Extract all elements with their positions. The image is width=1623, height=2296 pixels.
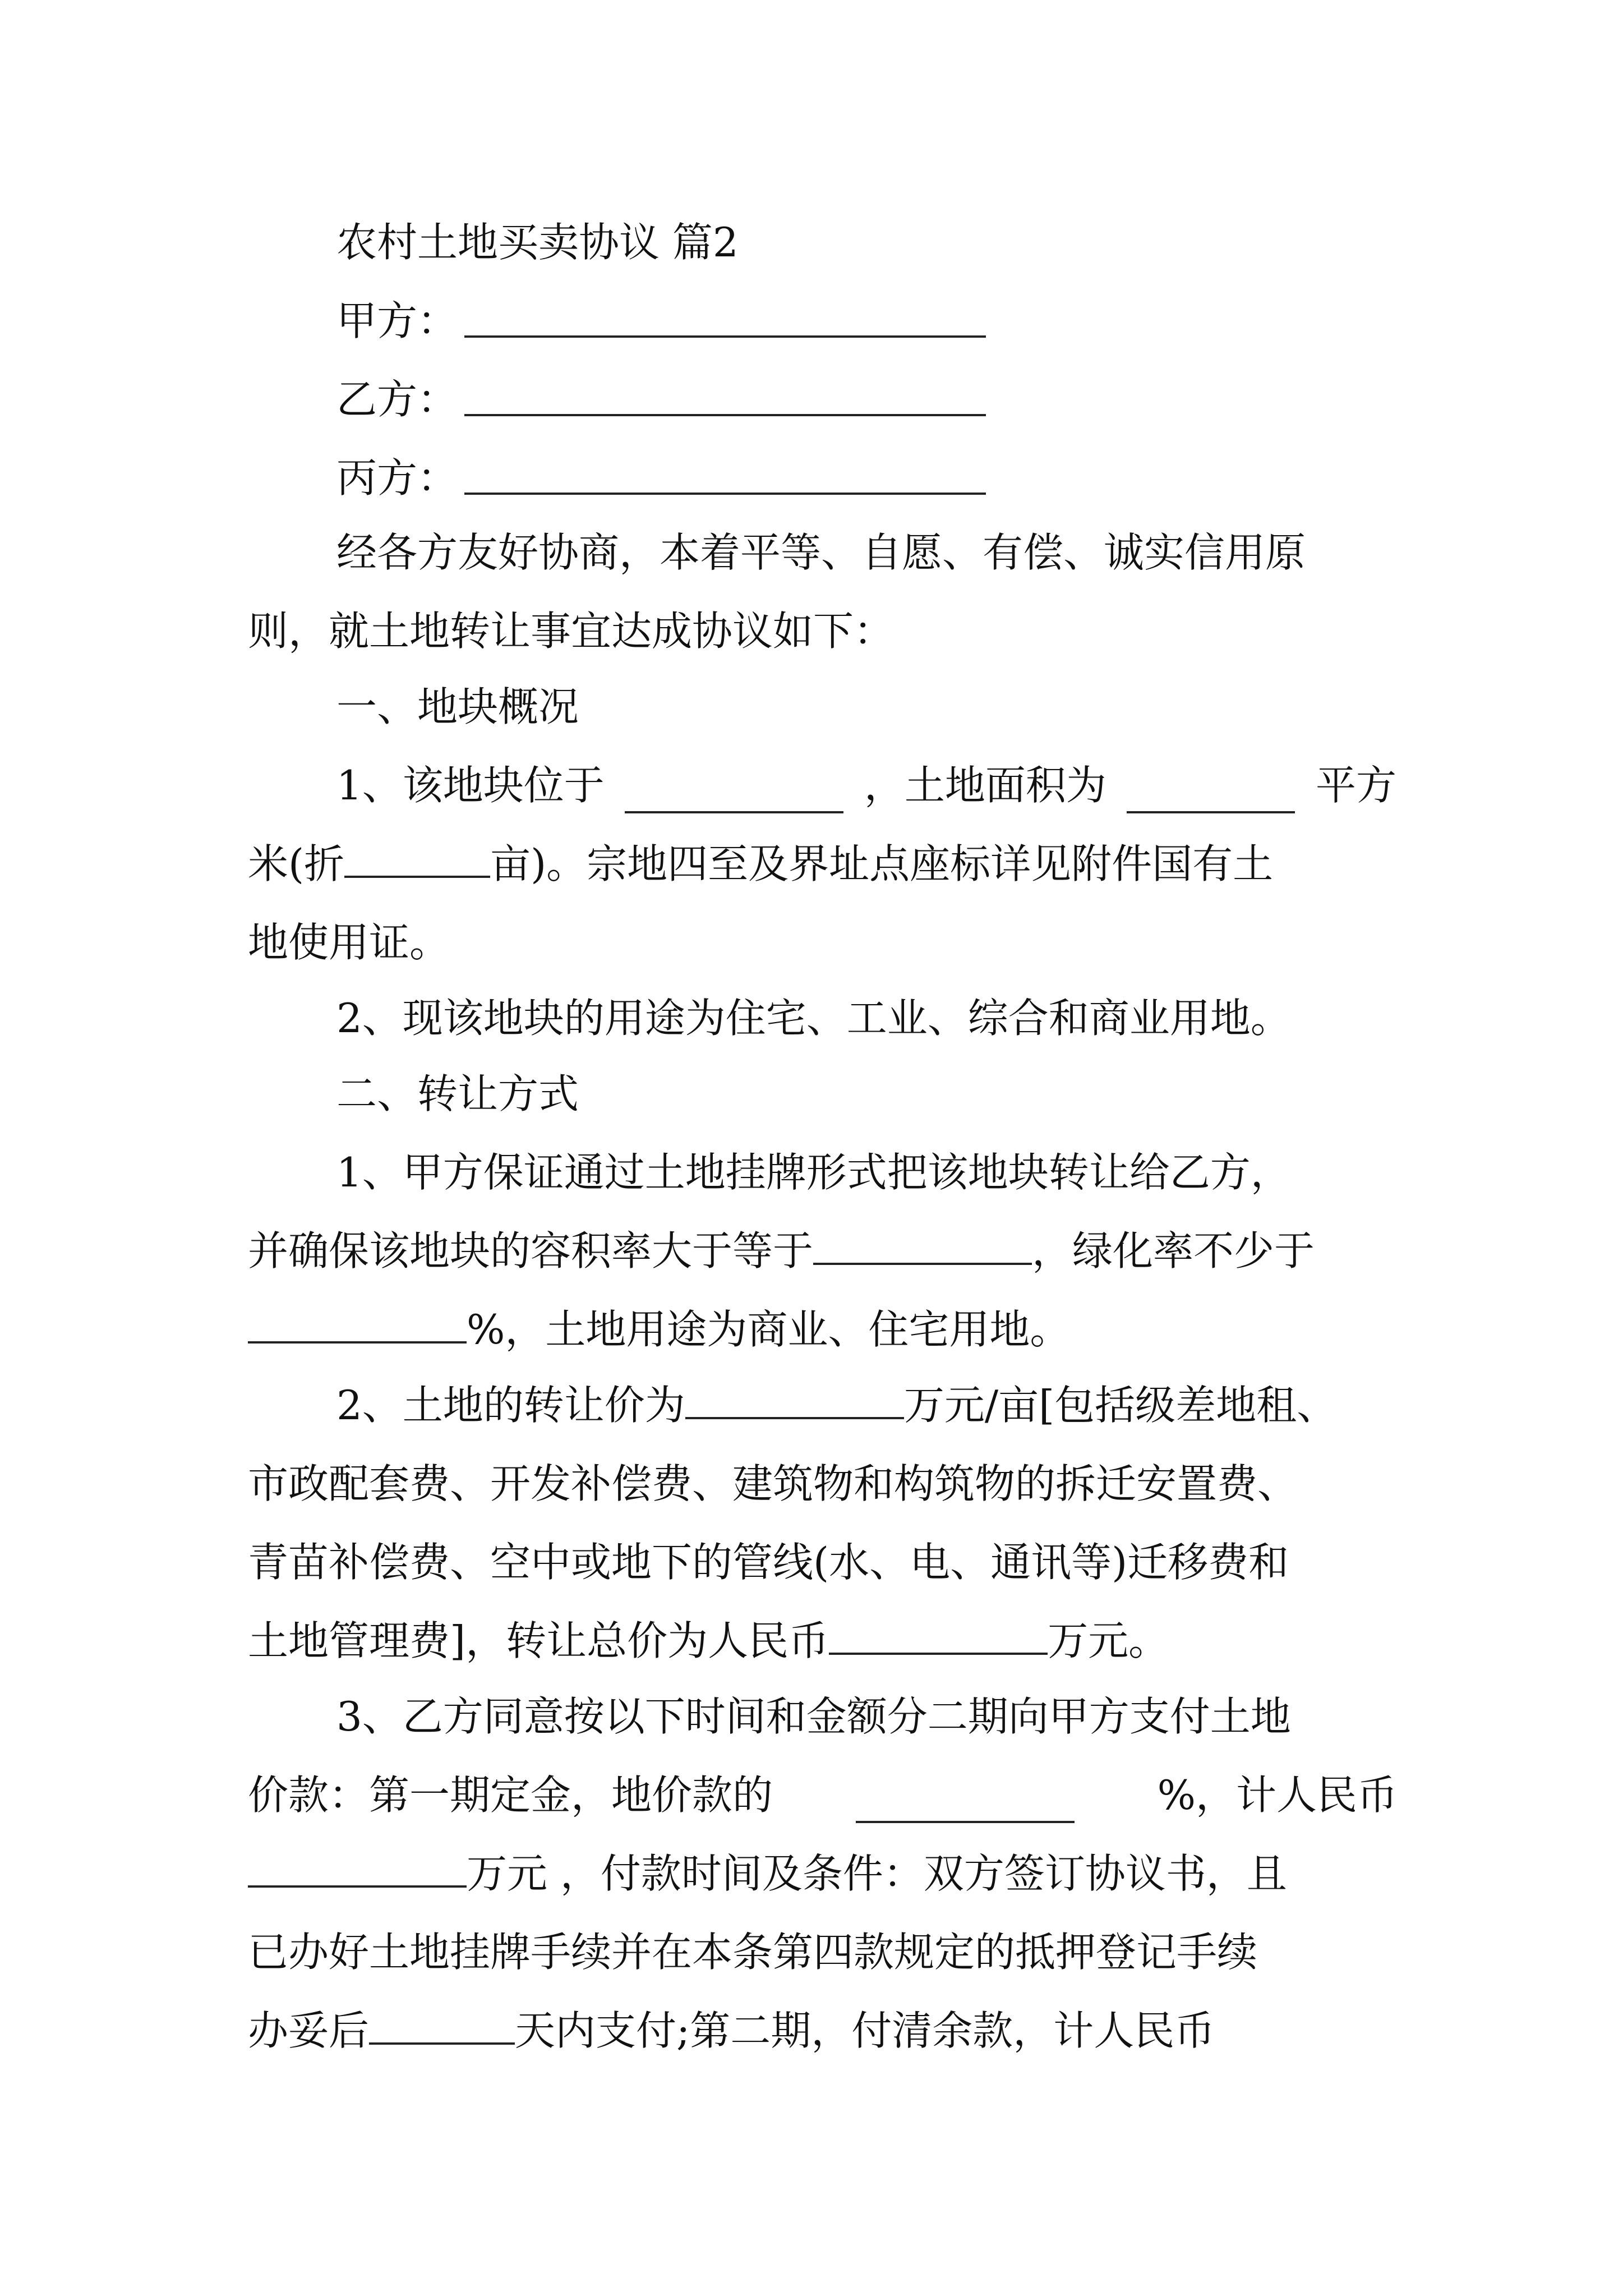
days-blank [369, 2010, 515, 2045]
s2-p1-line-3 [248, 1301, 1398, 1358]
section-2-heading: 二、转让方式 [336, 1070, 579, 1117]
s1-p1-text-b: ，土地面积为 [864, 762, 1106, 809]
s2-p3-line-4: 已办好土地挂牌手续并在本条第四款规定的抵押登记手续 [248, 1929, 1258, 1976]
document-title: 农村土地买卖协议 篇2 [336, 219, 739, 266]
party-a-line [336, 293, 1486, 349]
s2-p3-line-5 [248, 2003, 1398, 2059]
location-blank [625, 779, 843, 813]
price-per-mu-blank [685, 1384, 904, 1419]
plot-ratio-blank [813, 1230, 1032, 1265]
s2-p3-text-c: %，计人民币 [1157, 1772, 1398, 1819]
s2-p3-line-1: 3、乙方同意按以下时间和金额分二期向甲方支付土地 [336, 1693, 1291, 1740]
s2-p3-text-g: 天内支付;第二期，付清余款，计人民币 [515, 2007, 1215, 2054]
s1-p1-line-1 [336, 757, 1396, 813]
s2-p1-text-b: 并确保该地块的容积率大于等于 [248, 1227, 814, 1274]
s2-p1-line-1: 1、甲方保证通过土地挂牌形式把该地块转让给乙方， [336, 1149, 1291, 1196]
s1-p1-text-e: 亩)。宗地四至及界址点座标详见附件国有土 [490, 840, 1274, 887]
s2-p1-text-c: ，绿化率不少于 [1032, 1227, 1315, 1274]
s1-p1-text-d: 米(折 [248, 840, 345, 887]
intro-line-2: 则，就土地转让事宜达成协议如下： [248, 608, 895, 655]
s2-p2-text-b: 万元/亩[包括级差地租、 [903, 1382, 1338, 1429]
s2-p2-line-4 [248, 1613, 1398, 1669]
s1-p1-text-a: 1、该地块位于 [336, 762, 605, 809]
s1-p1-text-c: 平方 [1315, 762, 1396, 809]
total-price-blank [829, 1620, 1048, 1655]
s2-p3-text-b: 价款：第一期定金，地价款的 [248, 1772, 773, 1819]
s2-p1-line-2 [248, 1223, 1398, 1279]
party-c-label: 丙方： [336, 454, 458, 501]
s2-p3-text-f: 办妥后 [248, 2007, 370, 2054]
s2-p3-text-d: 万元 ，付款时间及条件：双方签订协议书，且 [467, 1850, 1287, 1897]
s2-p3-line-2 [248, 1767, 1398, 1823]
green-rate-blank [248, 1309, 467, 1343]
s2-p2-text-f: 万元。 [1048, 1617, 1169, 1664]
s2-p2-text-a: 2、土地的转让价为 [336, 1382, 685, 1429]
s1-p2: 2、现该地块的用途为住宅、工业、综合和商业用地。 [336, 995, 1291, 1042]
s2-p2-text-e: 土地管理费]，转让总价为人民币 [248, 1617, 829, 1664]
s1-p1-line-2 [248, 836, 1398, 892]
party-a-blank [464, 303, 986, 338]
party-b-blank [464, 381, 986, 416]
deposit-percent-blank [856, 1788, 1075, 1823]
s2-p3-line-3 [248, 1846, 1398, 1902]
s2-p2-line-1 [336, 1377, 1486, 1433]
mu-blank [344, 843, 490, 878]
s2-p2-line-3: 青苗补偿费、空中或地下的管线(水、电、通讯等)迁移费和 [248, 1539, 1289, 1586]
party-a-label: 甲方： [336, 297, 458, 344]
party-c-blank [464, 460, 986, 495]
s2-p1-text-d: %，土地用途为商业、住宅用地。 [467, 1306, 1071, 1353]
s1-p1-line-3: 地使用证。 [248, 919, 450, 966]
party-c-line [336, 450, 1486, 506]
s2-p2-line-2: 市政配套费、开发补偿费、建筑物和构筑物的拆迁安置费、 [248, 1460, 1298, 1507]
party-b-line [336, 371, 1486, 427]
section-1-heading: 一、地块概况 [336, 683, 579, 730]
area-blank [1127, 779, 1295, 813]
party-b-label: 乙方： [336, 376, 458, 423]
deposit-amount-blank [248, 1853, 467, 1888]
intro-line-1: 经各方友好协商，本着平等、自愿、有偿、诚实信用原 [336, 529, 1306, 576]
